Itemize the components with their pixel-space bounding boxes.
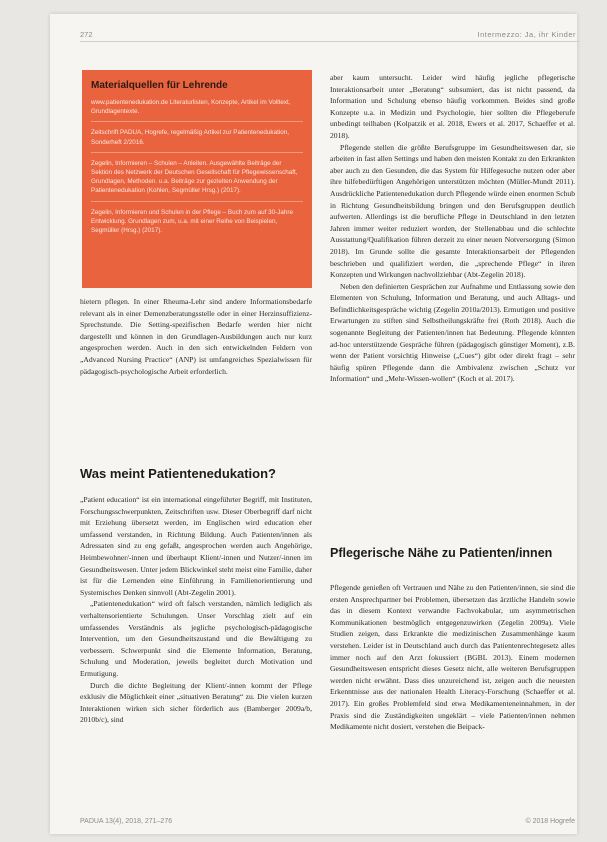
paragraph: „Patient education“ ist ein international eingeführter Begriff, mit Instituten, Forschungsschwerpunkten, Zeitschriften usw. Dieser Oberbegriff darf nicht mit Erziehung übersetzt werden, im Englischen wird education eher umfassend verstanden, in Richtung Bildung. Auch Patienten/innen als Adressaten sind zu eng gefaßt, angesprochen werden auch Angehörige, Heimbewohner/-innen und überhaupt Klient/-innen und Nutzer/-innen im Gesundheitswesen. Unter jedem Blickwinkel steht meist eine Familie, daher ist für die Lernenden eine Einführung in Familienorientierung und Systemisches Denken sinnvoll (Abt-Zegelin 2001). xyxy=(80,495,312,597)
paragraph: hietern pflegen. In einer Rheuma-Lehr sind andere Informationsbedarfe relevant als in einer Demenzberatungsstelle oder in einer Herzinsuffizienz-Sprechstunde. Die Setting-spezifischen Bedarfe werden hier nicht dargestellt und können in den Grundlagen-Ausbildungen auch nur kurz angesprochen werden. Auch in den sich entwickelnden Feldern von „Advanced Nursing Practice“ (ANP) ist umfangreiches Spezialwissen für pädagogisch-psychologische Arbeit erforderlich. xyxy=(80,297,312,376)
materials-item: www.patientenedukation.de Literaturlisten, Konzepte, Artikel im Volltext, Grundlagentexte. xyxy=(91,98,303,122)
running-section-title: Intermezzo: Ja, ihr Kinder xyxy=(477,30,576,39)
materials-title: Materialquellen für Lehrende xyxy=(91,80,228,91)
section-heading-patient-education: Was meint Patientenedukation? xyxy=(80,466,276,481)
paragraph: Pflegende genießen oft Vertrauen und Nähe zu den Patienten/innen, sie sind die ersten Ansprechpartner bei Problemen, übersetzen das ärztliche Handeln sowie das in diesem Kontext verwandte Fachvokabular, um asymmetrischen Kommunikationen bestmöglich entgegenzuwirken (Zegelin 2009a). Viele Studien zeigen, dass Erkrankte die medizinischen Zusammenhänge kaum verstehen. Leider ist in Deutschland auch durch das Patientenrechtegesetz alles immer noch auf den Arzt fokussiert (BGBL 2013). Einem modernen Gesundheitswesen entspricht dieses Gesetz nicht, alle weiteren Berufsgruppen werden nicht erwähnt. Dass dies unzureichend ist, zeigen auch die neuesten Erkenntnisse aus der nationalen Health Literacy-Forschung (Schaeffer et al. 2017). Ein großes Problemfeld sind etwa Medikamenteneinnahmen, in der Praxis sind die Zuständigkeiten ungeklärt – viele Patienten/innen nehmen Medikamente nicht dosiert, verstehen die Beipack- xyxy=(330,583,575,732)
left-intro xyxy=(80,296,312,377)
footer-citation: PADUA 13(4), 2018, 271–276 xyxy=(80,818,173,825)
paragraph: Pflegende stellen die größte Berufsgruppe im Gesundheitswesen dar, sie arbeiten in fast allen Settings und haben den meisten Kontakt zu den Erkrankten aber auch zu den Gesunden, die das System für Hilfegesuche nutzen oder aber ihre hilfebedürftigen Angehörigen unterstützen möchten (Müller-Mundt 2011). Ausdrückliche Patientenedukation durch Pflegende würde einen enormen Schub in Richtung Gesundheitsbildung bringen und den Berufsgruppen deutlich aufwerten. Allerdings ist die berufliche Pflege in Deutschland in den letzten Jahren immer weiter reduziert worden, der Stellenabbau und die schlechte Ausstattung/Qualifikation führen derzeit zu einer neuen Notversorgung (Simon 2018). Im Grunde sollte die gesamte Interaktionsarbeit der Pflegenden beschrieben und qualifiziert werden, die „sprechende Pflege“ in ihren Konzepten und Wirkungen nachvollziehbar (Abt-Zegelin 2018). xyxy=(330,142,575,280)
right-body-top xyxy=(330,72,575,385)
page-header xyxy=(80,30,580,44)
materials-item: Zegelin, Informieren und Schulen in der Pflege – Buch zum auf 30-Jahre Entwicklung. Grundlagen zum, u.a. mit einer Reihe von Beispielen, Segmüller (Hrsg.) (2017). xyxy=(91,208,293,235)
paragraph: Neben den definierten Gesprächen zur Aufnahme und Entlassung sowie den Elementen von Schulung, Information und Beratung, und auch Alltags- und Befindlichkeitsgespräche wichtig (Zegelin 2010a/2013). Ermutigen und positive Erwartungen zu stiften sind Selbstheilungskräfte frei (Roth 2018). Auch die sogenannte Begleitung der Patienten/innen hat Bedeutung. Pflegende könnten ad-hoc unterstützende Gespräche führen (pädagogisch günstiger Moment), z.B. wenn der Patient vorsichtig Hinweise („Cues“) gibt oder direkt fragt – sehr häufig spüren Pflegende dann die Ambivalenz zwischen „Schutz vor Information“ und „Mehr-Wissen-wollen“ (Koch et al. 2017). xyxy=(330,281,575,384)
materials-item: Zegelin, Informieren – Schulen – Anleiten. Ausgewählte Beiträge der Sektion des Netzwerk der Deutschen Gesellschaft für Pflegewissenschaft, Grundlagen, Methoden. u.a. Beiträge zur gezielten Anwendung der Patientenedukation (Kohlen, Segmüller Hrsg.) (2017). xyxy=(91,159,303,202)
materials-box xyxy=(82,70,312,288)
materials-item: Zeitschrift PADUA, Hogrefe, regelmäßig Artikel zur Patientenedukation, Sonderheft 2/2016. xyxy=(91,128,303,152)
page-footer xyxy=(80,818,575,830)
page-number: 272 xyxy=(80,30,93,39)
paragraph: Durch die dichte Begleitung der Klient/-innen kommt der Pflege exklusiv die Möglichkeit einer „situativen Beratung“ zu. Die vielen kurzen Interaktionen wirken sich sicher förderlich aus (Bamberger 2009a/b, 2010b/c), sind xyxy=(80,680,312,725)
header-rule xyxy=(80,41,580,42)
right-body-bottom xyxy=(330,582,575,733)
paragraph: aber kaum untersucht. Leider wird häufig jegliche pflegerische Interaktionsarbeit unter „Beratung“ subsumiert, das ist nicht passend, da Information und Schulung ebenso häufig vorkommen. Beides sind große Konzepte u.a. in Medizin und Psychologie, hier sollten die Pflegeberufe unbedingt teilhaben (Kolpatzik et al. 2018, Ewers et al. 2017, Schaeffer et al. 2018). xyxy=(330,73,575,140)
paragraph: „Patientenedukation“ wird oft falsch verstanden, nämlich lediglich als verhaltensorientierte Schulungen. Unser Vorschlag zielt auf ein umfassendes Verständnis als jegliche psychologisch-pädagogische Intervention, um den Gesundheitszustand und die Bewältigung zu verbessern. Schwerpunkt sind die Elemente Information, Beratung, Schulung und Moderation, jeweils begleitet durch Motivation und Ermutigung. xyxy=(80,599,312,678)
footer-publisher: © 2018 Hogrefe xyxy=(525,818,575,825)
section-heading-proximity: Pflegerische Nähe zu Patienten/innen xyxy=(330,546,553,560)
left-body xyxy=(80,494,312,726)
